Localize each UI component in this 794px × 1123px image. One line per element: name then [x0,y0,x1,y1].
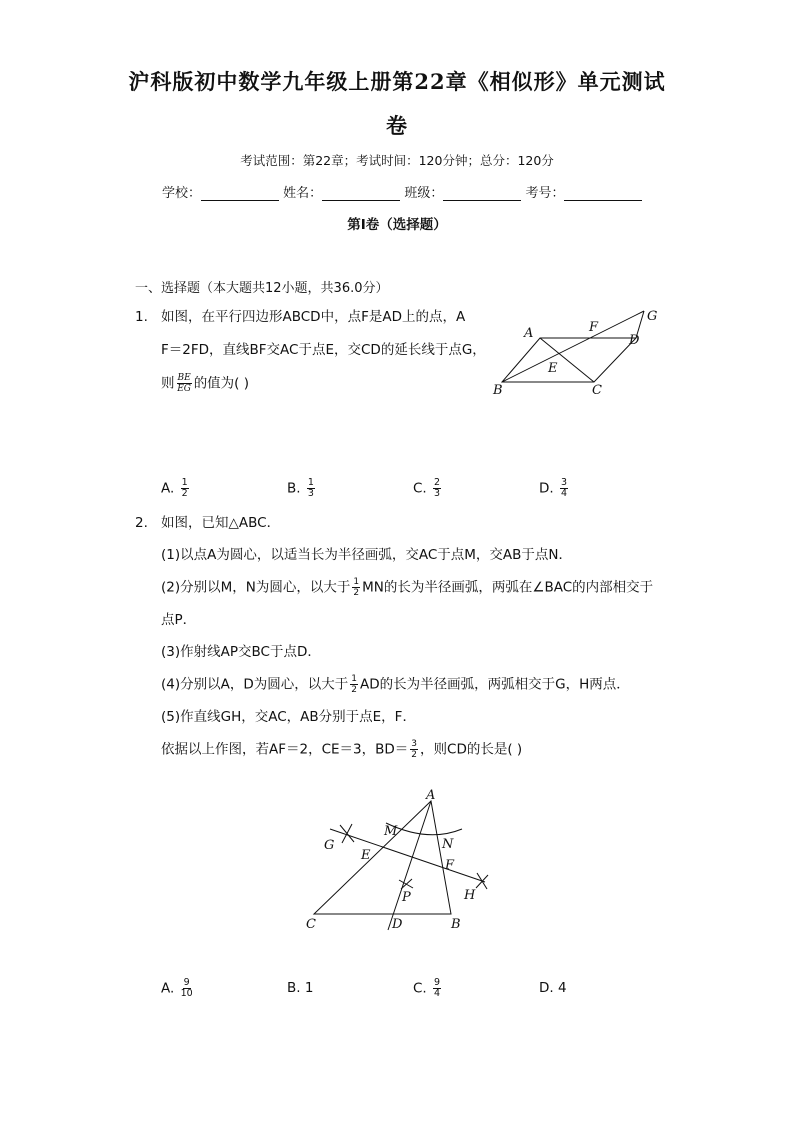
q2-option-d[interactable] [539,980,567,996]
q2-option-a[interactable] [161,978,195,999]
q2-option-d-label: D. [539,980,554,996]
q2-option-c[interactable] [413,978,443,999]
q2-stem [161,513,671,760]
q2-intro: 如图，已知△ABC． [161,515,281,531]
school-label: 学校： [162,186,202,201]
q2-option-a-frac [181,978,193,999]
q1-fraction [177,373,192,394]
q1-option-a[interactable] [161,478,191,499]
q2-question-den: 2 [411,750,418,760]
q2-step5: (5)作直线GH，交AC，AB分别于点E，F． [161,709,416,725]
q2-ray-ap [388,801,431,930]
number-input[interactable] [564,186,642,201]
q2-option-c-label: C. [413,980,427,997]
q1-parallelogram [502,338,636,382]
q2-step3: (3)作射线AP交BC于点D． [161,644,321,660]
q1-line1: 如图，在平行四边形ABCD中，点F是AD上的点，A [161,309,466,325]
q2-option-a-den: 10 [180,988,193,999]
q1-option-a-den: 2 [181,488,188,499]
q2-option-b[interactable] [287,980,313,996]
q1-label-e: E [548,361,558,376]
student-fields [162,182,642,201]
q1-option-c-frac [433,478,441,499]
q2-label-g: G [324,838,335,853]
q2-label-b: B [451,917,461,932]
q2-step4-pre: (4)分别以A，D为圆心，以大于 [161,676,349,693]
q1-line3 [161,373,491,394]
q2-question-frac [410,739,418,760]
q2-option-d-text: 4 [557,980,567,996]
q1-option-d-den: 4 [560,488,568,499]
q2-arc-h-2 [476,875,488,888]
q2-step2 [161,577,671,598]
q2-label-f: F [445,858,455,873]
q2-option-a-num: 9 [183,977,190,988]
q2-step1: (1)以点A为圆心，以适当长为半径画弧，交AC于点M，交AB于点N． [161,547,573,563]
q1-option-d-frac [560,478,568,499]
q1-label-g: G [647,309,658,324]
q2-step2-post: MN的长为半径画弧，两弧在∠BAC的内部相交于 [362,579,654,596]
page-title-continued: 卷 [386,113,408,138]
q1-line3-pre: 则 [161,375,175,392]
q1-option-c[interactable] [413,478,443,499]
q1-option-d-num: 3 [560,477,568,488]
q2-step2-pre: (2)分别以M，N为圆心，以大于 [161,579,351,596]
q1-figure [490,300,670,405]
name-input[interactable] [322,186,400,201]
section-heading: 一、选择题（本大题共12小题，共36.0分） [135,281,389,296]
q1-label-a: A [524,326,534,341]
q1-label-c: C [592,383,602,398]
q2-option-b-label: B. [287,980,301,996]
q1-fraction-num: BE [177,373,191,383]
page-title: 沪科版初中数学九年级上册第22章《相似形》单元测试 [128,69,666,94]
q1-option-c-label: C. [413,480,427,497]
q1-stem [161,307,491,394]
q1-option-b-den: 3 [307,488,314,499]
q2-label-c: C [306,917,316,932]
q2-label-e: E [361,848,371,863]
q1-option-b[interactable] [287,478,317,499]
q1-option-d[interactable] [539,478,570,499]
q2-step4-frac [350,674,358,695]
q2-label-n: N [442,837,454,852]
q2-label-p: P [402,890,411,905]
q1-option-b-frac [307,478,315,499]
q2-figure [300,785,500,935]
q2-option-a-label: A. [161,980,175,997]
q1-option-c-den: 3 [434,488,441,499]
q1-label-d: D [629,333,640,348]
q2-question [161,739,671,760]
q2-question-num: 3 [411,739,418,749]
q1-label-b: B [493,383,503,398]
name-label: 姓名： [283,186,323,201]
q1-option-a-label: A. [161,480,175,497]
q1-option-a-num: 1 [181,477,188,488]
q2-option-b-text: 1 [304,980,314,996]
q2-step4-post: AD的长为半径画弧，两弧相交于G，H两点． [360,676,630,693]
q2-label-m: M [384,824,398,839]
q2-step4-den: 2 [351,685,357,695]
q2-line-gh [330,829,485,882]
q1-line-bg [502,311,644,382]
q2-arc-p-2 [401,879,412,889]
q2-label-d: D [392,917,403,932]
q1-option-a-frac [181,478,189,499]
q2-step2-cont: 点P． [161,612,197,628]
q1-fraction-den: EG [177,384,191,394]
q2-question-post: ，则CD的长是( ) [420,741,523,758]
q1-option-b-label: B. [287,480,301,497]
q1-option-d-label: D. [539,480,554,497]
q1-number: 1. [135,309,148,325]
q2-option-c-den: 4 [434,988,441,999]
school-input[interactable] [201,186,279,201]
q2-option-c-num: 9 [434,977,441,988]
number-label: 考号： [525,186,565,201]
q2-step4-num: 1 [351,674,357,684]
q2-triangle [314,801,451,914]
q2-label-a: A [426,788,436,803]
q2-step4 [161,674,671,695]
q2-step2-den: 2 [353,588,360,598]
q2-step2-num: 1 [353,577,360,587]
q1-option-b-num: 1 [307,477,314,488]
q1-label-f: F [589,320,599,335]
class-input[interactable] [443,186,521,201]
q2-label-h: H [464,888,476,903]
q2-question-pre: 依据以上作图，若AF＝2，CE＝3，BD＝ [161,741,409,758]
q2-step2-frac [352,577,360,598]
volume-heading: 第I卷（选择题） [347,217,447,233]
q1-option-c-num: 2 [434,477,441,488]
q2-option-c-frac [433,978,441,999]
exam-info: 考试范围：第22章；考试时间：120分钟；总分：120分 [240,153,554,168]
class-label: 班级： [404,186,444,201]
q2-number: 2. [135,515,148,531]
q1-line2: F＝2FD，直线BF交AC于点E，交CD的延长线于点G， [161,342,486,358]
q1-line3-post: 的值为( ) [193,375,250,392]
